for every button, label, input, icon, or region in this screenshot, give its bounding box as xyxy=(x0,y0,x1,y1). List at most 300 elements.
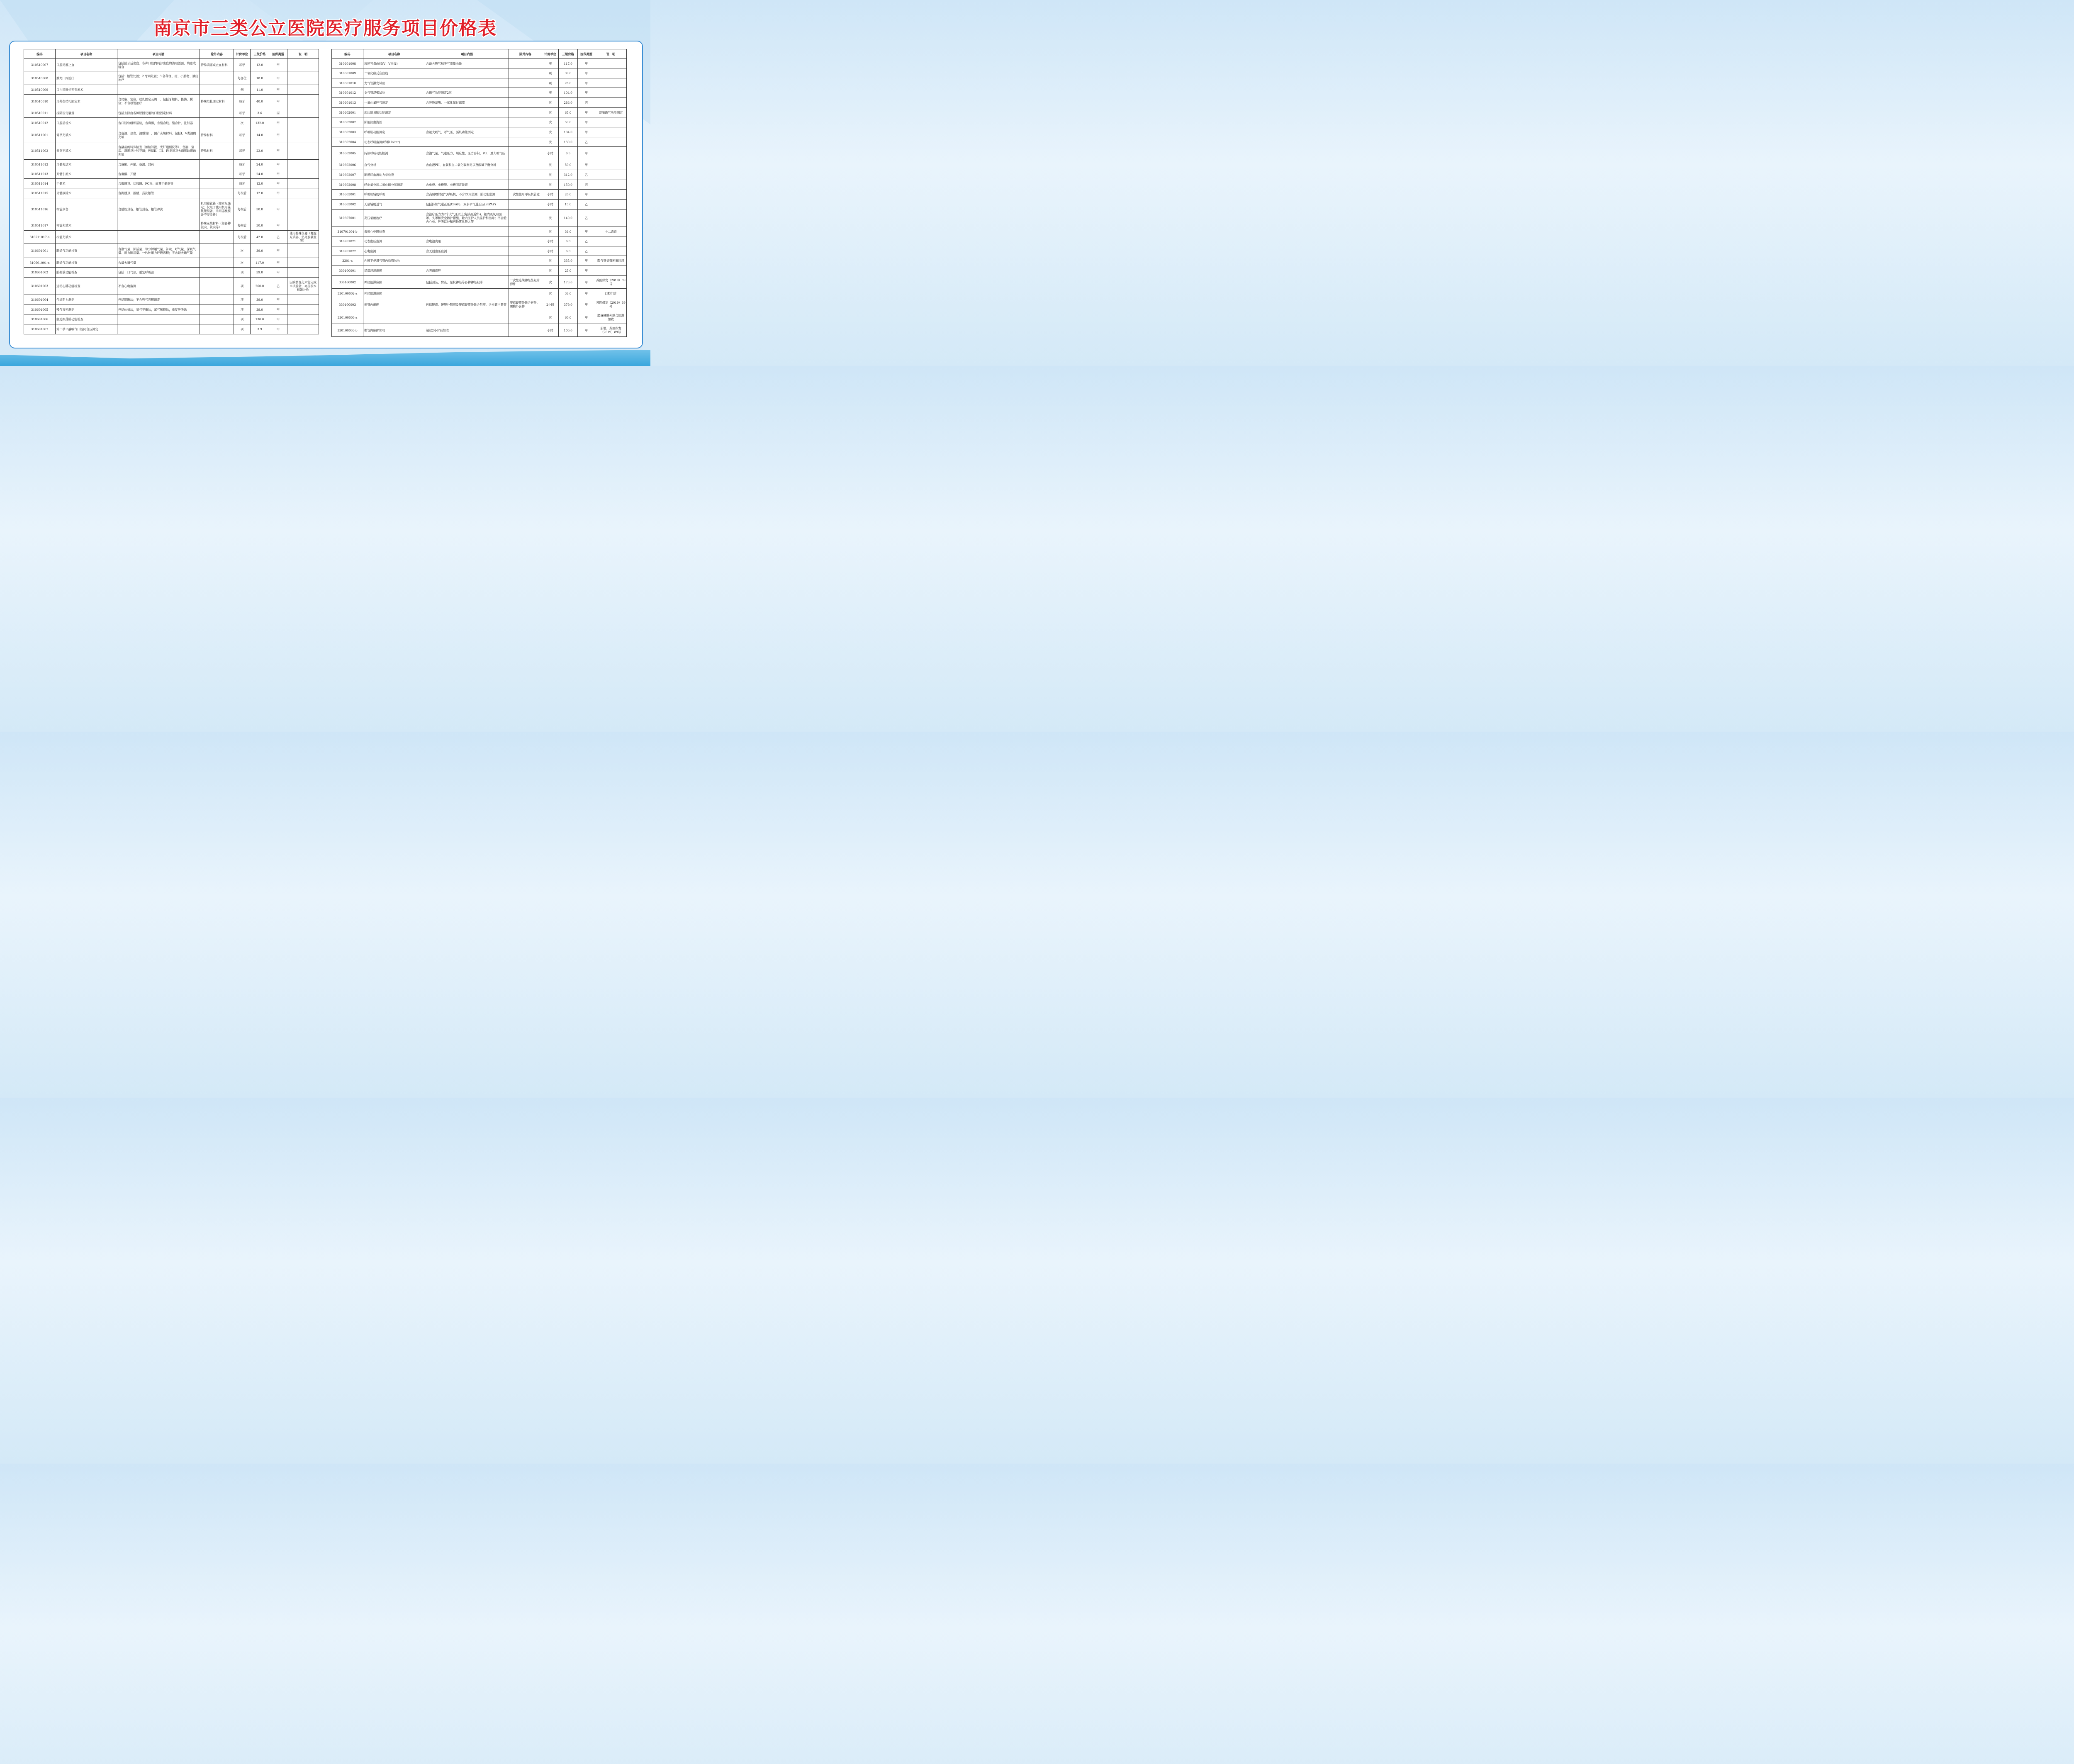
cell-item-name: 呼吸肌功能测定 xyxy=(363,127,425,137)
cell-insurance-type: 甲 xyxy=(269,95,287,108)
cell-insurance-type: 丙 xyxy=(578,180,595,190)
cell-notes xyxy=(595,127,627,137)
cell-exclusions xyxy=(200,108,234,118)
cell-price: 39.0 xyxy=(251,268,269,278)
cell-price: 132.0 xyxy=(251,118,269,128)
cell-insurance-type: 甲 xyxy=(269,188,287,198)
cell-code: 310701022 xyxy=(332,246,363,256)
cell-notes xyxy=(287,59,319,71)
table-row xyxy=(332,108,627,117)
cell-price: 39.0 xyxy=(251,295,269,305)
table-row xyxy=(24,95,319,108)
cell-notes xyxy=(287,71,319,85)
cell-code: 310511014 xyxy=(24,179,56,188)
cell-code: 310510009 xyxy=(24,85,56,95)
cell-item-name: 经皮氧分压二氧化碳分压测定 xyxy=(363,180,425,190)
cell-unit: 次 xyxy=(542,160,559,170)
cell-content: 含口腔软组织活检，含麻醉，含缝合线、缝合针、注射器 xyxy=(117,118,200,128)
cell-content xyxy=(117,85,200,95)
cell-insurance-type: 甲 xyxy=(578,68,595,78)
cell-notes xyxy=(595,88,627,98)
cell-insurance-type: 乙 xyxy=(269,231,287,244)
cell-insurance-type: 甲 xyxy=(269,59,287,71)
cell-item-name: 椎管内麻醉 xyxy=(363,298,425,311)
cell-content: 含潮气量、肺活量、每分钟通气量、补吸、呼气量、深吸气量、用力肺活量、一秒钟用力呼吸容积；不含最大通气量 xyxy=(117,244,200,258)
cell-unit: 次 xyxy=(542,98,559,108)
cell-notes xyxy=(595,147,627,160)
cell-exclusions xyxy=(509,180,542,190)
cell-price: 6.0 xyxy=(559,236,578,246)
cell-exclusions xyxy=(200,268,234,278)
cell-code: 310701001-b xyxy=(332,227,363,236)
cell-content: 包括腰麻、硬膜外阻滞及腰麻硬膜外联合阻滞。含椎管内置管 xyxy=(425,298,509,311)
cell-notes: 苏医保发（2019）89号 xyxy=(595,276,627,289)
table-row xyxy=(332,98,627,108)
cell-insurance-type: 甲 xyxy=(269,160,287,169)
cell-unit: 次 xyxy=(234,244,251,258)
cell-unit: 项 xyxy=(234,324,251,334)
cell-code: 330100003-a xyxy=(332,311,363,324)
cell-content: 含揭髓顶、切冠髓、FC浴、放置干髓剂等 xyxy=(117,179,200,188)
table-row xyxy=(24,71,319,85)
cell-unit: 次 xyxy=(234,258,251,268)
header-price: 三级价格 xyxy=(559,49,578,59)
cell-price: 11.0 xyxy=(251,85,269,95)
cell-price: 130.0 xyxy=(251,314,269,324)
cell-item-name: 高压氧舱治疗 xyxy=(363,210,425,227)
cell-content xyxy=(425,227,509,236)
cell-content: 含血液PH、血氧和血二氧化碳测定以及酸碱平衡分析 xyxy=(425,160,509,170)
cell-price: 20.0 xyxy=(559,190,578,200)
cell-notes xyxy=(287,314,319,324)
cell-insurance-type: 乙 xyxy=(578,200,595,210)
cell-content: 含最大吸气和呼气流量曲线 xyxy=(425,59,509,68)
cell-content: 含麻醉、开髓 xyxy=(117,169,200,179)
table-row xyxy=(332,127,627,137)
cell-code: 310601002 xyxy=(24,268,56,278)
cell-notes xyxy=(287,244,319,258)
cell-item-name: 根管预备 xyxy=(56,198,117,220)
cell-content xyxy=(117,324,200,334)
cell-unit: 项 xyxy=(234,314,251,324)
cell-exclusions xyxy=(200,295,234,305)
cell-content xyxy=(117,231,200,244)
cell-item-name: 呼吸机辅助呼吸 xyxy=(363,190,425,200)
cell-unit: 每牙 xyxy=(234,160,251,169)
cell-code: 310601007 xyxy=(24,324,56,334)
cell-item-name: 强迫振荡肺功能检查 xyxy=(56,314,117,324)
table-row xyxy=(332,137,627,147)
cell-content: 包括颈丛、臂丛、星状神经等各种神经阻滞 xyxy=(425,276,509,289)
cell-exclusions xyxy=(509,160,542,170)
cell-exclusions xyxy=(509,266,542,276)
table-header-row xyxy=(332,49,627,59)
cell-unit: 每牙 xyxy=(234,128,251,142)
cell-content: 含通气功能测定2次 xyxy=(425,88,509,98)
cell-price: 150.0 xyxy=(559,180,578,190)
cell-notes xyxy=(595,160,627,170)
table-body-left xyxy=(24,59,319,334)
cell-content: 包括持续气道正压(CPAP)、双水平气道正压(BIPAP) xyxy=(425,200,509,210)
cell-unit: 每部位 xyxy=(234,71,251,85)
cell-notes xyxy=(595,210,627,227)
cell-code: 330100002-a xyxy=(332,289,363,298)
table-row xyxy=(24,220,319,231)
cell-code: 310601012 xyxy=(332,88,363,98)
cell-insurance-type: 甲 xyxy=(578,289,595,298)
cell-content: 超过2小时后加收 xyxy=(425,324,509,337)
cell-notes xyxy=(595,137,627,147)
cell-exclusions xyxy=(509,88,542,98)
cell-item-name: 开髓引流术 xyxy=(56,169,117,179)
cell-content: 含电极、电极膜、电极固定装置 xyxy=(425,180,509,190)
cell-price: 12.0 xyxy=(251,188,269,198)
cell-insurance-type: 甲 xyxy=(578,276,595,289)
header-exclusions: 除外内容 xyxy=(200,49,234,59)
cell-content: 含表面麻醉 xyxy=(425,266,509,276)
cell-unit: 项 xyxy=(234,278,251,295)
cell-price: 104.0 xyxy=(559,127,578,137)
cell-insurance-type: 丙 xyxy=(269,108,287,118)
cell-content xyxy=(425,78,509,88)
cell-insurance-type: 甲 xyxy=(578,147,595,160)
cell-exclusions xyxy=(200,160,234,169)
cell-price: 36.0 xyxy=(559,227,578,236)
cell-content xyxy=(425,137,509,147)
cell-insurance-type: 甲 xyxy=(269,295,287,305)
cell-item-name: 气道阻力测定 xyxy=(56,295,117,305)
cell-insurance-type: 甲 xyxy=(269,268,287,278)
cell-code: 310601006 xyxy=(24,314,56,324)
header-exclusions: 除外内容 xyxy=(509,49,542,59)
cell-item-name: 无创辅助通气 xyxy=(363,200,425,210)
cell-code: 310511016 xyxy=(24,198,56,220)
cell-insurance-type: 甲 xyxy=(269,305,287,314)
cell-exclusions xyxy=(509,127,542,137)
cell-price: 25.0 xyxy=(559,266,578,276)
table-row xyxy=(332,180,627,190)
cell-price: 6.0 xyxy=(559,246,578,256)
cell-exclusions: 特殊材料 xyxy=(200,142,234,160)
cell-item-name: 根管充填术 xyxy=(56,220,117,231)
cell-code: 310601010 xyxy=(332,78,363,88)
cell-content: 含最大通气量 xyxy=(117,258,200,268)
cell-code: 310511013 xyxy=(24,169,56,179)
cell-notes xyxy=(595,200,627,210)
cell-notes xyxy=(287,188,319,198)
cell-content: 含治疗压力为2个大气压以上(超高压除外)、舱内吸氧用面罩、头罩和安全防护措施、舱内医护人员监护和指导；不含舱内心电、呼吸监护和药物雾化吸入等 xyxy=(425,210,509,227)
table-row xyxy=(24,118,319,128)
cell-unit: 每根管 xyxy=(234,188,251,198)
cell-item-name: 一氧化氮呼气测定 xyxy=(363,98,425,108)
cell-unit: 每牙 xyxy=(234,179,251,188)
cell-code: 310601009 xyxy=(332,68,363,78)
cell-exclusions xyxy=(200,169,234,179)
table-row xyxy=(24,278,319,295)
cell-insurance-type: 丙 xyxy=(578,98,595,108)
cell-item-name: 内镜下使用气管内插管加收 xyxy=(363,256,425,266)
cell-exclusions: 一次性连续神经丛阻滞套件 xyxy=(509,276,542,289)
cell-price: 42.0 xyxy=(251,231,269,244)
cell-code: 310601001-a xyxy=(24,258,56,268)
cell-content: 含电池费用 xyxy=(425,236,509,246)
cell-exclusions xyxy=(509,137,542,147)
header-code: 编码 xyxy=(332,49,363,59)
cell-code: 310510010 xyxy=(24,95,56,108)
cell-item-name: 口内脓肿切开引流术 xyxy=(56,85,117,95)
table-row xyxy=(24,108,319,118)
cell-code: 310602001 xyxy=(332,108,363,117)
table-row xyxy=(332,324,627,337)
cell-exclusions xyxy=(200,179,234,188)
cell-price: 39.0 xyxy=(559,68,578,78)
cell-price: 65.0 xyxy=(559,108,578,117)
cell-unit: 每牙 xyxy=(234,95,251,108)
cell-item-name: 动态血压监测 xyxy=(363,236,425,246)
cell-item-name: 神经阻滞麻醉 xyxy=(363,276,425,289)
cell-insurance-type: 乙 xyxy=(578,210,595,227)
cell-code: 310601005 xyxy=(24,305,56,314)
cell-item-name: 复杂充填术 xyxy=(56,142,117,160)
cell-item-name: 支气管激发试验 xyxy=(363,78,425,88)
table-row xyxy=(332,298,627,311)
cell-price: 173.0 xyxy=(559,276,578,289)
cell-unit: 次 xyxy=(542,227,559,236)
cell-exclusions xyxy=(509,236,542,246)
cell-insurance-type: 甲 xyxy=(269,198,287,220)
cell-item-name: 激光口内治疗 xyxy=(56,71,117,85)
cell-exclusions xyxy=(509,117,542,127)
cell-price: 36.0 xyxy=(559,289,578,298)
cell-item-name: 神经阻滞麻醉 xyxy=(363,289,425,298)
header-content: 项目内涵 xyxy=(425,49,509,59)
table-body-right xyxy=(332,59,627,337)
cell-notes xyxy=(287,324,319,334)
cell-item-name: 动态呼吸监测(呼吸Holter) xyxy=(363,137,425,147)
price-table-left xyxy=(24,49,319,334)
cell-notes xyxy=(287,160,319,169)
cell-notes xyxy=(287,179,319,188)
cell-code: 310510008 xyxy=(24,71,56,85)
cell-price: 78.0 xyxy=(559,78,578,88)
cell-content: 包括阻断法；不含残气容积测定 xyxy=(117,295,200,305)
cell-unit: 项 xyxy=(542,78,559,88)
cell-notes xyxy=(595,246,627,256)
cell-insurance-type: 甲 xyxy=(269,258,287,268)
cell-content: 包括1.根管处置；2.牙周处置；3.各种斑、痣、小肿物、溃疡治疗 xyxy=(117,71,200,85)
cell-notes xyxy=(287,198,319,220)
cell-price: 22.0 xyxy=(251,142,269,160)
cell-insurance-type: 乙 xyxy=(578,236,595,246)
cell-unit: 次 xyxy=(542,170,559,180)
cell-insurance-type: 甲 xyxy=(578,78,595,88)
cell-insurance-type: 乙 xyxy=(578,170,595,180)
cell-notes xyxy=(287,118,319,128)
table-row xyxy=(24,188,319,198)
cell-price: 60.0 xyxy=(559,311,578,324)
table-row xyxy=(332,190,627,200)
cell-price: 40.0 xyxy=(251,95,269,108)
header-notes: 说 明 xyxy=(595,49,627,59)
page-title: 南京市三类公立医院医疗服务项目价格表 xyxy=(153,18,497,39)
cell-unit: 次 xyxy=(542,256,559,266)
cell-item-name: 干髓术 xyxy=(56,179,117,188)
cell-notes xyxy=(595,266,627,276)
table-row xyxy=(332,311,627,324)
cell-item-name: 口腔活检术 xyxy=(56,118,117,128)
cell-code: 310603001 xyxy=(332,190,363,200)
cell-price: 6.5 xyxy=(559,147,578,160)
cell-item-name: 牙髓摘除术 xyxy=(56,188,117,198)
cell-item-name: 运动心肺功能检查 xyxy=(56,278,117,295)
cell-insurance-type: 甲 xyxy=(578,160,595,170)
header-item-name: 项目名称 xyxy=(363,49,425,59)
cell-insurance-type: 甲 xyxy=(269,118,287,128)
table-row xyxy=(332,160,627,170)
cell-content xyxy=(425,117,509,127)
cell-exclusions xyxy=(200,324,234,334)
table-row xyxy=(24,128,319,142)
cell-code: 310603002 xyxy=(332,200,363,210)
cell-insurance-type: 甲 xyxy=(269,324,287,334)
cell-notes xyxy=(287,85,319,95)
cell-unit: 次 xyxy=(542,127,559,137)
cell-exclusions: 腰麻硬膜外联合套件、硬膜外套件 xyxy=(509,298,542,311)
cell-notes: 使用特殊仪器（螺旋充填器、热牙胶装置等） xyxy=(287,231,319,244)
cell-content: 含髓腔预备、根管预备、根管冲洗 xyxy=(117,198,200,220)
cell-price: 30.0 xyxy=(251,220,269,231)
cell-insurance-type: 甲 xyxy=(578,117,595,127)
cell-unit: 小时 xyxy=(542,200,559,210)
cell-notes xyxy=(287,169,319,179)
cell-code: 310511002 xyxy=(24,142,56,160)
table-row xyxy=(332,117,627,127)
cell-content: 含局麻、复位、结扎固定及调 ；包括牙根折、挫伤、脱位；不含根管治疗 xyxy=(117,95,200,108)
cell-item-name: 口腔局部止血 xyxy=(56,59,117,71)
cell-content: 包括一口气法，重复呼吸法 xyxy=(117,268,200,278)
cell-insurance-type: 甲 xyxy=(578,298,595,311)
cell-price: 312.0 xyxy=(559,170,578,180)
cell-unit: 次 xyxy=(542,180,559,190)
cell-unit: 每牙 xyxy=(234,59,251,71)
cell-insurance-type: 甲 xyxy=(578,59,595,68)
cell-price: 39.0 xyxy=(251,305,269,314)
cell-item-name xyxy=(363,311,425,324)
cell-item-name: 牙外伤结扎固定术 xyxy=(56,95,117,108)
cell-price: 117.0 xyxy=(251,258,269,268)
cell-insurance-type: 乙 xyxy=(269,278,287,295)
cell-exclusions: 特殊填塞或止血材料 xyxy=(200,59,234,71)
table-row xyxy=(332,88,627,98)
cell-exclusions xyxy=(509,68,542,78)
cell-price: 59.0 xyxy=(559,117,578,127)
table-row xyxy=(24,305,319,314)
cell-code: 310607001 xyxy=(332,210,363,227)
cell-item-name: 牙髓失活术 xyxy=(56,160,117,169)
cell-content: 含备洞、垫底、洞型设计、国产充填材料；包括I、V类洞的充填 xyxy=(117,128,200,142)
cell-content: 含最大吸气、呼气压、膈肌功能测定 xyxy=(425,127,509,137)
cell-item-name: 床边简易肺功能测定 xyxy=(363,108,425,117)
cell-notes xyxy=(287,142,319,160)
cell-insurance-type: 甲 xyxy=(269,314,287,324)
cell-code: 310602005 xyxy=(332,147,363,160)
cell-item-name: 肺通气功能检查 xyxy=(56,258,117,268)
cell-unit: 次 xyxy=(234,118,251,128)
cell-notes xyxy=(595,98,627,108)
cell-notes xyxy=(287,305,319,314)
cell-insurance-type: 甲 xyxy=(578,256,595,266)
cell-exclusions: 机用镍钛锉（按实际确定；仅限于使用机用镍钛锉预备，手用器械预备不得收费） xyxy=(200,198,234,220)
cell-unit: 项 xyxy=(542,68,559,78)
cell-notes: 限气管插管困难时用 xyxy=(595,256,627,266)
cell-exclusions xyxy=(200,244,234,258)
cell-insurance-type: 甲 xyxy=(578,227,595,236)
cell-notes: 即肺通气功能测定 xyxy=(595,108,627,117)
cell-price: 18.0 xyxy=(251,71,269,85)
cell-notes xyxy=(595,236,627,246)
cell-exclusions xyxy=(200,188,234,198)
cell-unit: 2小时 xyxy=(542,298,559,311)
header-insurance-type: 医保类型 xyxy=(269,49,287,59)
table-row xyxy=(332,210,627,227)
cell-exclusions xyxy=(200,314,234,324)
cell-exclusions xyxy=(509,170,542,180)
cell-item-name: 根管充填术 xyxy=(56,231,117,244)
cell-content xyxy=(425,311,509,324)
cell-code: 310601008 xyxy=(332,59,363,68)
cell-code: 330100003 xyxy=(332,298,363,311)
cell-price: 12.0 xyxy=(251,179,269,188)
cell-notes xyxy=(287,108,319,118)
cell-code: 310510011 xyxy=(24,108,56,118)
cell-content: 含呼吸滤嘴、一氧化氮过滤器 xyxy=(425,98,509,108)
cell-price: 24.0 xyxy=(251,160,269,169)
cell-insurance-type: 甲 xyxy=(578,108,595,117)
header-unit: 计价单位 xyxy=(234,49,251,59)
cell-unit: 每根管 xyxy=(234,198,251,220)
header-content: 项目内涵 xyxy=(117,49,200,59)
cell-price: 286.0 xyxy=(559,98,578,108)
table-row xyxy=(24,258,319,268)
table-row xyxy=(332,200,627,210)
cell-notes xyxy=(595,68,627,78)
cell-insurance-type: 甲 xyxy=(269,71,287,85)
cell-notes xyxy=(595,190,627,200)
cell-exclusions xyxy=(200,85,234,95)
cell-exclusions xyxy=(200,305,234,314)
header-notes: 说 明 xyxy=(287,49,319,59)
cell-code: 310510012 xyxy=(24,118,56,128)
cell-exclusions xyxy=(509,59,542,68)
cell-unit: 次 xyxy=(542,210,559,227)
cell-notes xyxy=(595,59,627,68)
cell-unit: 小时 xyxy=(542,324,559,337)
table-row xyxy=(332,227,627,236)
cell-code: 310511012 xyxy=(24,160,56,169)
cell-unit: 次 xyxy=(542,276,559,289)
cell-item-name: 简单充填术 xyxy=(56,128,117,142)
cell-content xyxy=(117,314,200,324)
header-code: 编码 xyxy=(24,49,56,59)
cell-exclusions xyxy=(509,256,542,266)
table-row xyxy=(332,59,627,68)
cell-exclusions xyxy=(509,324,542,337)
cell-price: 24.0 xyxy=(251,169,269,179)
cell-insurance-type: 甲 xyxy=(269,244,287,258)
cell-unit: 次 xyxy=(542,311,559,324)
cell-insurance-type: 甲 xyxy=(578,127,595,137)
cell-notes xyxy=(287,128,319,142)
